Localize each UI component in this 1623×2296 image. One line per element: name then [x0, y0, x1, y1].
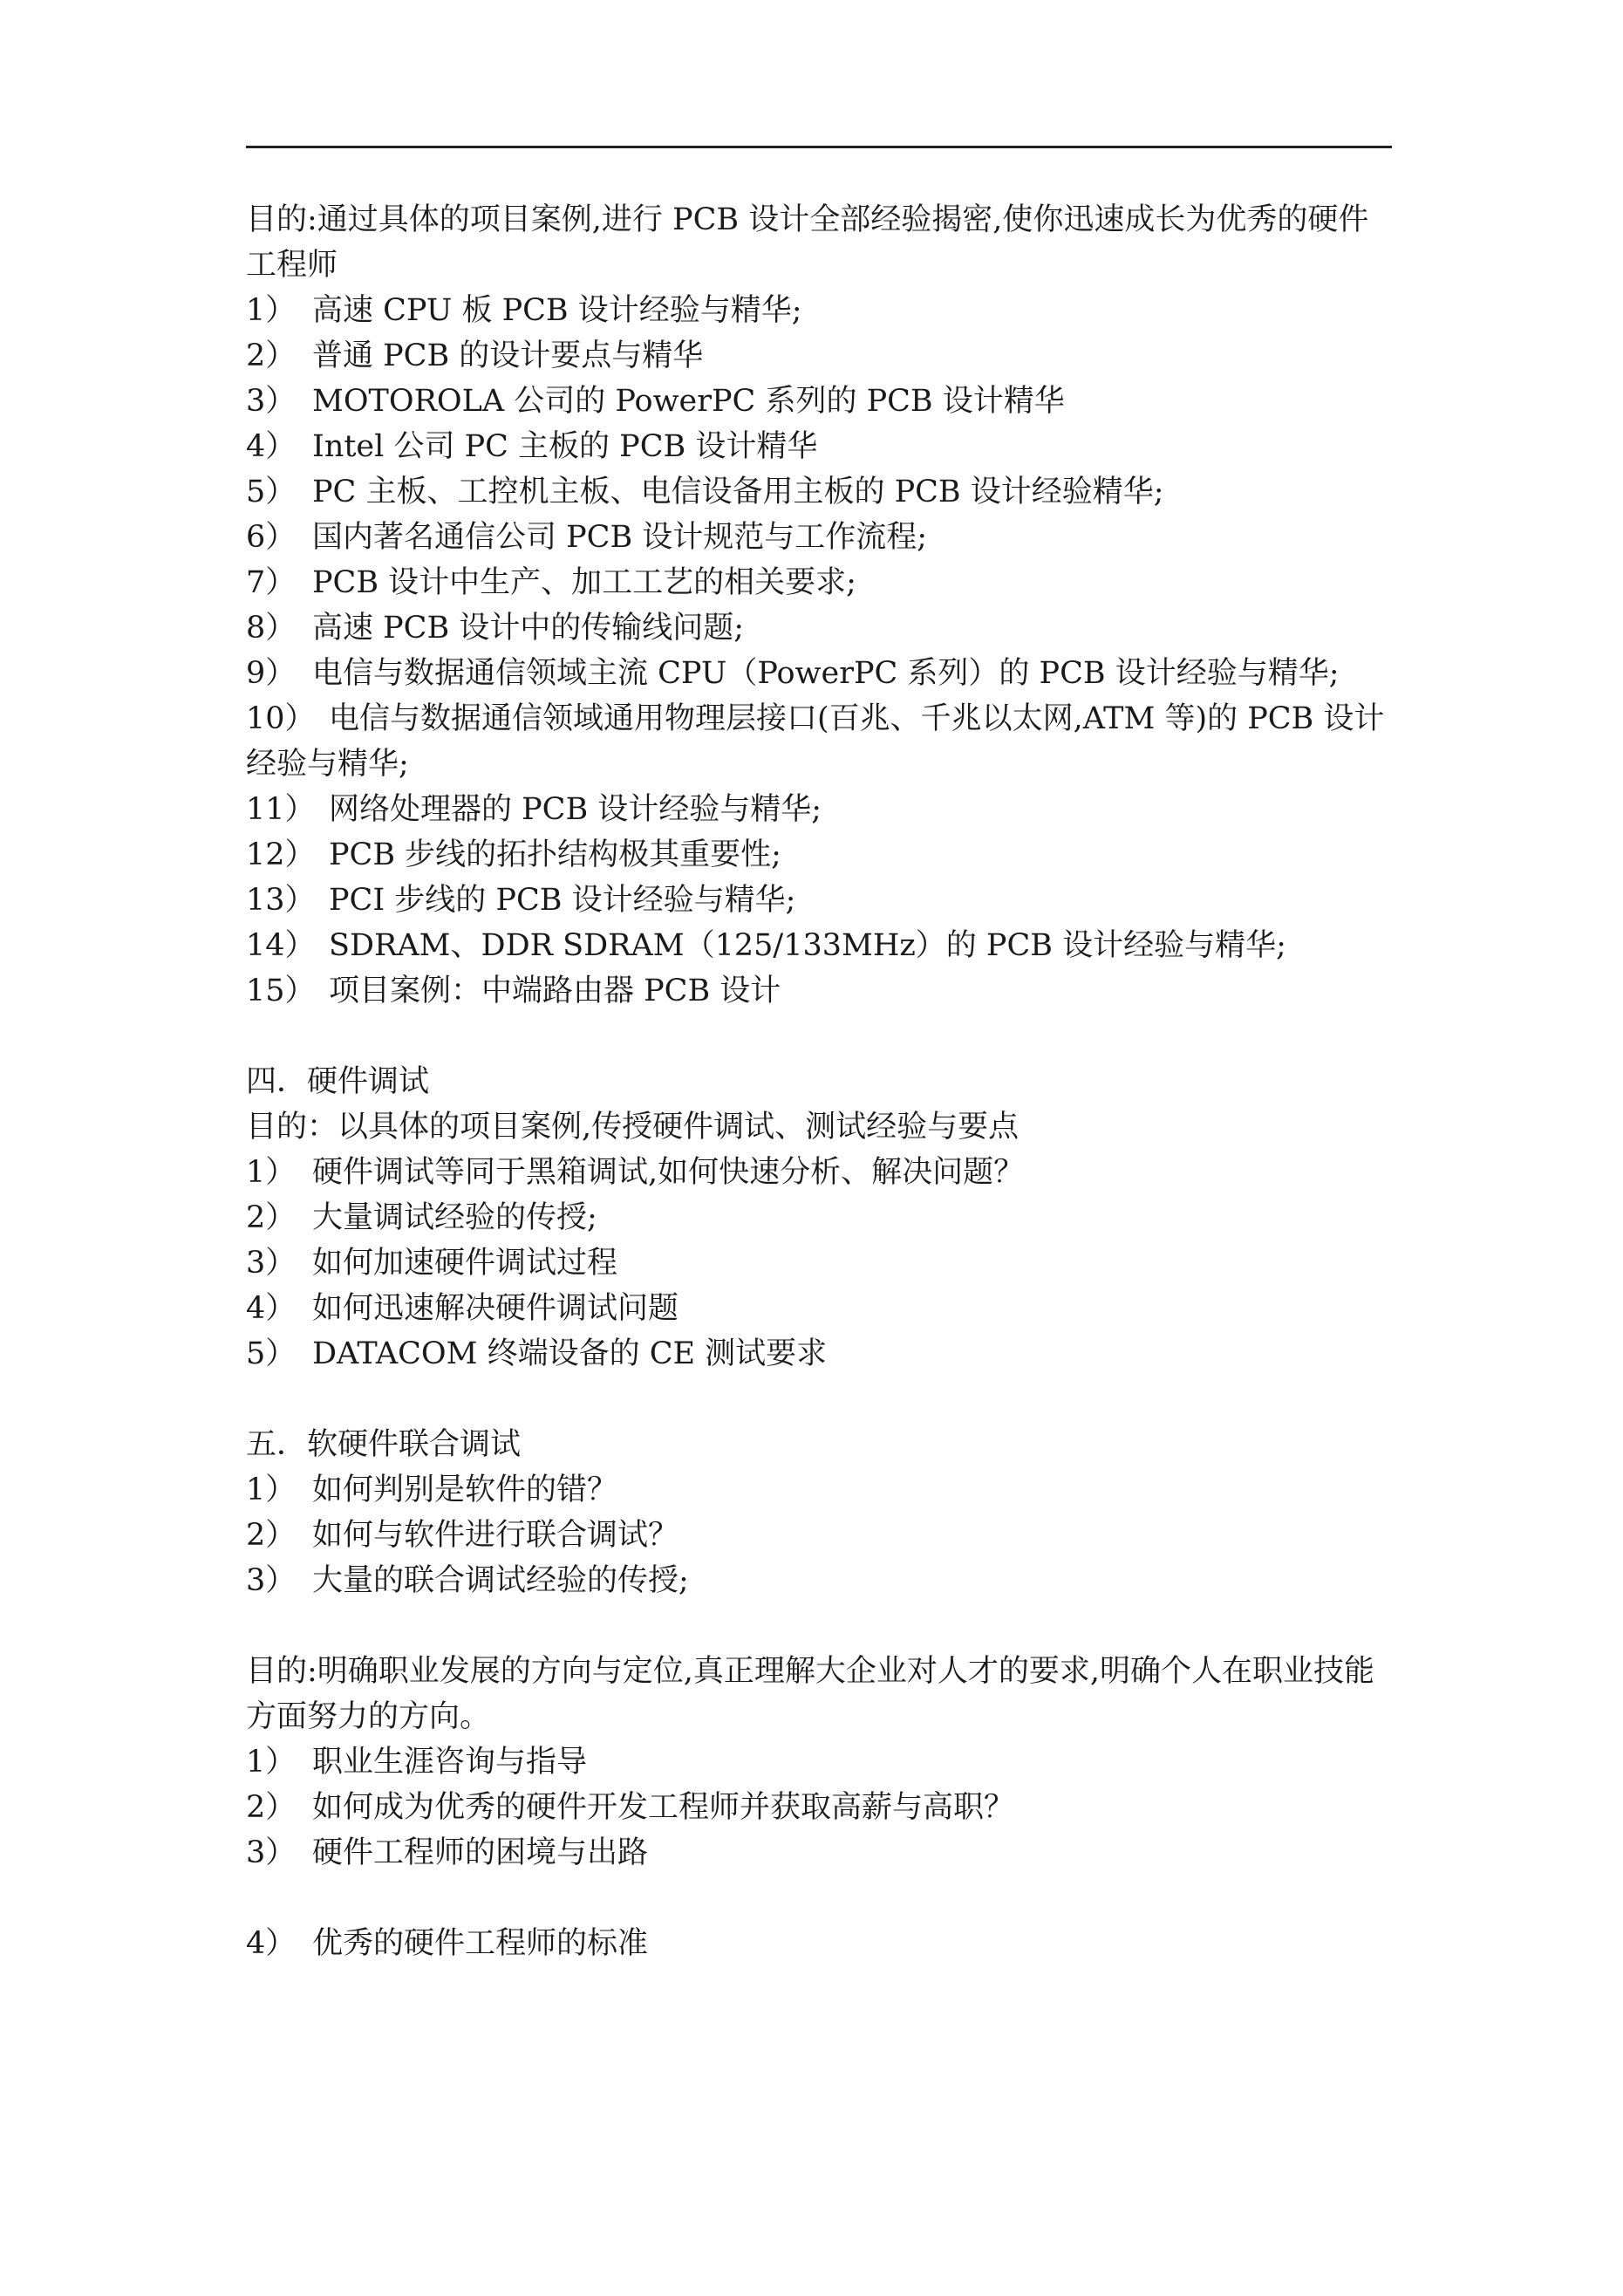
list-item	[246, 878, 1395, 923]
item-number: 3）	[246, 1563, 297, 1598]
item-number: 5）	[246, 475, 297, 509]
list-item	[246, 968, 1395, 1014]
item-text: 优秀的硬件工程师的标准	[312, 1926, 649, 1961]
spacer	[246, 1876, 1395, 1921]
list-item	[246, 1513, 1395, 1558]
item-number: 3）	[246, 1835, 297, 1870]
list-item	[246, 515, 1395, 560]
item-number: 1）	[246, 1745, 297, 1780]
list-item	[246, 1921, 1395, 1966]
item-text: PC 主板、工控机主板、电信设备用主板的 PCB 设计经验精华;	[312, 475, 1164, 509]
list-item	[246, 923, 1395, 968]
header-rule	[246, 146, 1392, 148]
item-number: 2）	[246, 338, 297, 373]
section6-purpose: 目的:明确职业发展的方向与定位,真正理解大企业对人才的要求,明确个人在职业技能方面努力的方向。	[246, 1654, 1375, 1734]
item-number: 1）	[246, 1473, 297, 1507]
list-item	[246, 1195, 1395, 1240]
item-number: 4）	[246, 1291, 297, 1326]
item-number: 3）	[246, 384, 297, 419]
item-text: 如何迅速解决硬件调试问题	[312, 1291, 679, 1326]
item-text: Intel 公司 PC 主板的 PCB 设计精华	[312, 429, 818, 464]
list-item	[246, 1558, 1395, 1603]
item-number: 2）	[246, 1518, 297, 1553]
item-number: 12）	[246, 837, 316, 872]
list-item	[246, 1331, 1395, 1377]
item-number: 1）	[246, 1155, 297, 1190]
list-item	[246, 651, 1395, 696]
spacer	[246, 1014, 1395, 1059]
item-text: 如何与软件进行联合调试？	[312, 1518, 679, 1553]
item-text: 职业生涯咨询与指导	[312, 1745, 588, 1780]
document-body	[246, 197, 1395, 1966]
list-item	[246, 605, 1395, 651]
item-number: 13）	[246, 883, 316, 918]
item-number: 15）	[246, 974, 316, 1008]
list-item	[246, 1467, 1395, 1513]
list-item	[246, 424, 1395, 469]
spacer	[246, 1377, 1395, 1422]
item-text: MOTOROLA 公司的 PowerPC 系列的 PCB 设计精华	[312, 384, 1065, 419]
list-item	[246, 288, 1395, 333]
list-item	[246, 1286, 1395, 1331]
item-number: 11）	[246, 792, 316, 827]
item-number: 10）	[246, 701, 316, 736]
item-text: 大量的联合调试经验的传授;	[312, 1563, 689, 1598]
list-item	[246, 1150, 1395, 1195]
item-number: 1）	[246, 293, 297, 328]
item-number: 3）	[246, 1246, 297, 1281]
item-text: 如何成为优秀的硬件开发工程师并获取高薪与高职？	[312, 1790, 1015, 1825]
list-item	[246, 333, 1395, 379]
item-text: 大量调试经验的传授;	[312, 1200, 597, 1235]
item-number: 4）	[246, 429, 297, 464]
item-text: 普通 PCB 的设计要点与精华	[312, 338, 704, 373]
item-number: 14）	[246, 928, 316, 963]
item-text: PCB 设计中生产、加工工艺的相关要求;	[312, 565, 856, 600]
list-item	[246, 787, 1395, 832]
item-text: 网络处理器的 PCB 设计经验与精华;	[329, 792, 822, 827]
item-text: 电信与数据通信领域通用物理层接口(百兆、千兆以太网,ATM 等)的 PCB 设计经验与精华;	[246, 701, 1385, 782]
item-number: 9）	[246, 656, 297, 691]
section4-purpose: 目的：以具体的项目案例,传授硬件调试、测试经验与要点	[246, 1110, 1019, 1145]
item-text: 如何判别是软件的错？	[312, 1473, 618, 1507]
item-text: 硬件调试等同于黑箱调试,如何快速分析、解决问题？	[312, 1155, 1025, 1190]
list-item	[246, 1830, 1395, 1876]
list-item	[246, 560, 1395, 605]
item-number: 4）	[246, 1926, 297, 1961]
list-item	[246, 469, 1395, 515]
section5-heading: 五．软硬件联合调试	[246, 1427, 522, 1462]
spacer	[246, 1603, 1395, 1649]
item-number: 2）	[246, 1200, 297, 1235]
item-number: 8）	[246, 611, 297, 646]
section4-heading: 四．硬件调试	[246, 1064, 430, 1099]
item-text: PCB 步线的拓扑结构极其重要性;	[329, 837, 781, 872]
item-text: 国内著名通信公司 PCB 设计规范与工作流程;	[312, 520, 928, 555]
item-text: 电信与数据通信领域主流 CPU（PowerPC 系列）的 PCB 设计经验与精华;	[312, 656, 1340, 691]
item-number: 6）	[246, 520, 297, 555]
item-number: 7）	[246, 565, 297, 600]
item-text: 如何加速硬件调试过程	[312, 1246, 618, 1281]
section3-purpose: 目的:通过具体的项目案例,进行 PCB 设计全部经验揭密,使你迅速成长为优秀的硬件工程师	[246, 202, 1369, 283]
item-text: 硬件工程师的困境与出路	[312, 1835, 649, 1870]
item-text: SDRAM、DDR SDRAM（125/133MHz）的 PCB 设计经验与精华;	[329, 928, 1286, 963]
list-item	[246, 696, 1395, 787]
list-item	[246, 1240, 1395, 1286]
item-number: 5）	[246, 1336, 297, 1371]
item-text: 高速 PCB 设计中的传输线问题;	[312, 611, 745, 646]
item-text: 高速 CPU 板 PCB 设计经验与精华;	[312, 293, 802, 328]
list-item	[246, 832, 1395, 878]
list-item	[246, 1785, 1395, 1830]
item-number: 2）	[246, 1790, 297, 1825]
item-text: 项目案例：中端路由器 PCB 设计	[329, 974, 781, 1008]
list-item	[246, 1739, 1395, 1785]
item-text: DATACOM 终端设备的 CE 测试要求	[312, 1336, 828, 1371]
item-text: PCI 步线的 PCB 设计经验与精华;	[329, 883, 796, 918]
list-item	[246, 379, 1395, 424]
